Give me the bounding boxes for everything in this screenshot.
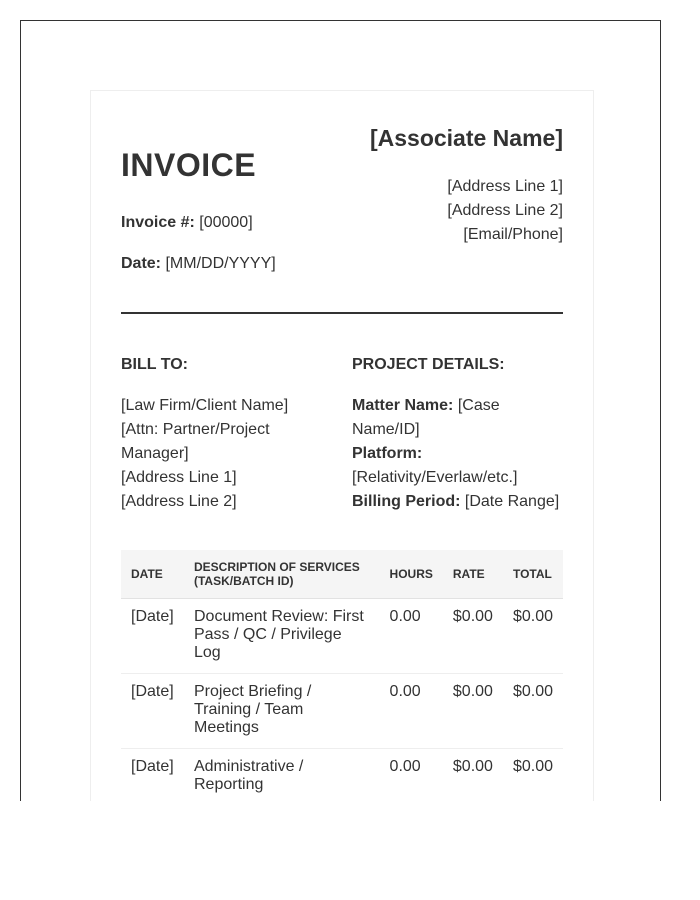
invoice-title: INVOICE (121, 147, 257, 183)
associate-address-line-1: [Address Line 1] (447, 178, 563, 195)
project-details-heading: PROJECT DETAILS: (352, 356, 505, 373)
row-description (184, 674, 380, 749)
invoice-date-value: [MM/DD/YYYY] (165, 255, 276, 272)
platform-value: [Relativity/Everlaw/etc.] (352, 469, 518, 486)
col-header-description-2: (TASK/BATCH ID) (193, 574, 294, 588)
row-date: [Date] (121, 599, 184, 674)
associate-contact: [Email/Phone] (463, 226, 563, 243)
col-header-total: TOTAL (503, 550, 563, 599)
matter-value-2: Name/ID] (352, 421, 420, 438)
table-row (121, 599, 563, 674)
project-details-block (352, 394, 567, 514)
invoice-page (90, 90, 594, 801)
col-header-rate: RATE (443, 550, 503, 599)
row-date: [Date] (121, 674, 184, 749)
associate-address (447, 175, 563, 247)
row-description-line: Log (193, 644, 221, 661)
invoice-number (121, 214, 253, 232)
matter-label: Matter Name: (352, 397, 454, 414)
matter-value-1: [Case (457, 397, 500, 414)
row-rate: $0.00 (443, 749, 503, 802)
table-row (121, 674, 563, 749)
row-description-line: Pass / QC / Privilege (193, 626, 342, 643)
bill-to-heading: BILL TO: (121, 356, 188, 373)
associate-name: [Associate Name] (369, 125, 563, 151)
row-description (184, 599, 380, 674)
row-date: [Date] (121, 749, 184, 802)
table-header-row (121, 550, 563, 599)
row-description-line: Project Briefing / (193, 683, 312, 700)
row-description (184, 749, 380, 802)
invoice-date (121, 255, 276, 273)
row-rate: $0.00 (443, 674, 503, 749)
row-hours: 0.00 (380, 599, 443, 674)
bill-to-address-2: [Address Line 2] (121, 493, 237, 510)
bill-to-client: [Law Firm/Client Name] (121, 397, 289, 414)
bill-to-attn-2: Manager] (121, 445, 189, 462)
row-total: $0.00 (503, 749, 563, 802)
col-header-hours: HOURS (380, 550, 443, 599)
matter-line-1 (352, 394, 567, 418)
table-row (121, 749, 563, 802)
invoice-number-value: [00000] (199, 214, 253, 231)
row-description-line: Administrative / (193, 758, 304, 775)
col-header-date: DATE (121, 550, 184, 599)
billing-period-label: Billing Period: (352, 493, 461, 510)
document-frame (20, 20, 661, 801)
row-description-line: Reporting (193, 776, 264, 793)
row-rate: $0.00 (443, 599, 503, 674)
col-header-description (184, 550, 380, 599)
billing-period-value: [Date Range] (464, 493, 560, 510)
bill-to-attn-1: [Attn: Partner/Project (121, 421, 270, 438)
billing-period-line (352, 490, 567, 514)
invoice-number-label: Invoice #: (121, 214, 195, 231)
row-description-line: Training / Team (193, 701, 304, 718)
row-description-line: Meetings (193, 719, 259, 736)
services-table (121, 550, 563, 801)
row-total: $0.00 (503, 599, 563, 674)
row-total: $0.00 (503, 674, 563, 749)
platform-label-line (352, 442, 567, 466)
associate-address-line-2: [Address Line 2] (447, 202, 563, 219)
row-description-line: Document Review: First (193, 608, 364, 625)
header-divider (121, 312, 563, 314)
col-header-description-1: DESCRIPTION OF SERVICES (193, 560, 360, 574)
bill-to-address-1: [Address Line 1] (121, 469, 237, 486)
row-hours: 0.00 (380, 749, 443, 802)
bill-to-block (121, 394, 288, 514)
invoice-date-label: Date: (121, 255, 162, 272)
row-hours: 0.00 (380, 674, 443, 749)
platform-label: Platform: (352, 445, 423, 462)
